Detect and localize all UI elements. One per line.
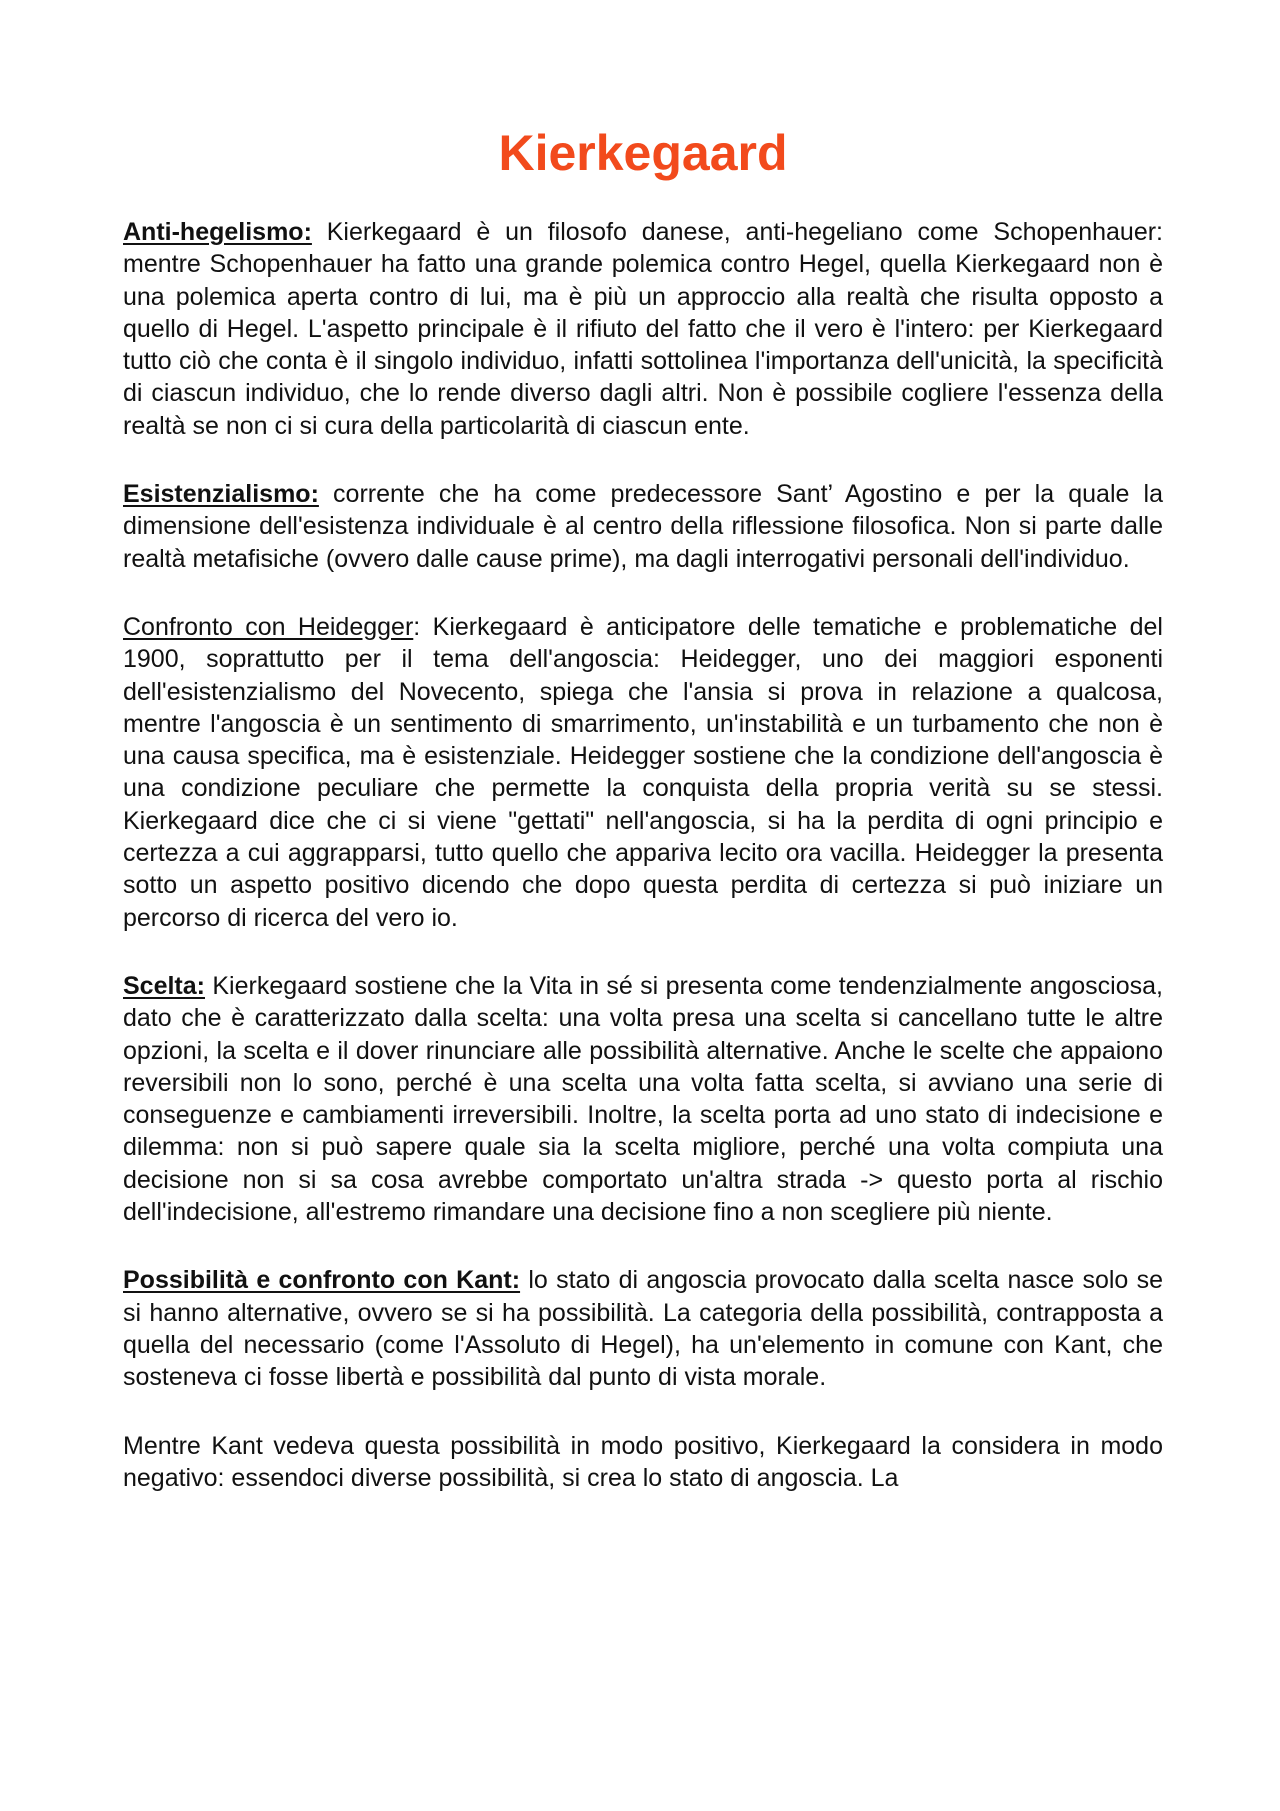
paragraph-possibilita-kant — [123, 1264, 1163, 1393]
section-heading: Scelta: — [123, 971, 205, 1000]
paragraph-text: Kierkegaard è un filosofo danese, anti-hegeliano come Schopenhauer: mentre Schopenhauer ha fatto una grande polemica contro Hegel, quella Kierkegaard non è una polemica aperta contro di lui, ma è più un approccio alla realtà che risulta opposto a quello di Hegel. L'aspetto principale è il rifiuto del fatto che il vero è l'intero: per Kierkegaard tutto ciò che conta è il singolo individuo, infatti sottolinea l'importanza dell'unicità, la specificità di ciascun individuo, che lo rende diverso dagli altri. Non è possibile cogliere l'essenza della realtà se non ci si cura della particolarità di ciascun ente. — [123, 218, 1163, 440]
section-heading: Esistenzialismo: — [123, 480, 319, 509]
paragraph-anti-hegelismo — [123, 216, 1163, 442]
section-heading: Confronto con Heidegger — [123, 612, 414, 641]
paragraph-text: Kierkegaard sostiene che la Vita in sé si presenta come tendenzialmente angosciosa, dato che è caratterizzato dalla scelta: una volta presa una scelta si cancellano tutte le altre opzioni, la scelta e il dover rinunciare alle possibilità alternative. Anche le scelte che appaiono reversibili non lo sono, perché è una scelta una volta fatta scelta, si avviano una serie di conseguenze e cambiamenti irreversibili. Inoltre, la scelta porta ad uno stato di indecisione e dilemma: non si può sapere quale sia la scelta migliore, perché una volta compiuta una decisione non si sa cosa avrebbe comportato un'altra strada -> questo porta al rischio dell'indecisione, all'estremo rimandare una decisione fino a non scegliere più niente. — [123, 971, 1163, 1227]
paragraph-text: : Kierkegaard è anticipatore delle tematiche e problematiche del 1900, soprattutto per il tema dell'angoscia: Heidegger, uno dei maggiori esponenti dell'esistenzialismo del Novecento, spiega che l'ansia si prova in relazione a qualcosa, mentre l'angoscia è un sentimento di smarrimento, un'instabilità e un turbamento che non è una causa specifica, ma è esistenziale. Heidegger sostiene che la condizione dell'angoscia è una condizione peculiare che permette la conquista della propria verità su se stessi. Kierkegaard dice che ci si viene "gettati" nell'angoscia, si ha la perdita di ogni principio e certezza a cui aggrapparsi, tutto quello che appariva lecito ora vacilla. Heidegger la presenta sotto un aspetto positivo dicendo che dopo questa perdita di certezza si può iniziare un percorso di ricerca del vero io. — [123, 612, 1163, 932]
page-title: Kierkegaard — [498, 125, 788, 181]
section-heading: Possibilità e confronto con Kant: — [123, 1266, 521, 1295]
paragraph-text: Mentre Kant vedeva questa possibilità in modo positivo, Kierkegaard la considera in modo negativo: essendoci diverse possibilità, si crea lo stato di angoscia. La — [123, 1431, 1163, 1492]
paragraph-text: corrente che ha come predecessore Sant’ Agostino e per la quale la dimensione dell'esistenza individuale è al centro della riflessione filosofica. Non si parte dalle realtà metafisiche (ovvero dalle cause prime), ma dagli interrogativi personali dell'individuo. — [123, 480, 1163, 573]
paragraph-kant-continued — [123, 1430, 1163, 1495]
section-heading: Anti-hegelismo: — [123, 218, 312, 246]
document-page — [123, 118, 1163, 1530]
paragraph-confronto-heidegger — [123, 611, 1163, 934]
paragraph-scelta — [123, 970, 1163, 1228]
paragraph-text: lo stato di angoscia provocato dalla scelta nasce solo se si hanno alternative, ovvero se si ha possibilità. La categoria della possibilità, contrapposta a quella del necessario (come l'Assoluto di Hegel), ha un'elemento in comune con Kant, che sosteneva ci fosse libertà e possibilità dal punto di vista morale. — [123, 1266, 1164, 1392]
paragraph-esistenzialismo — [123, 478, 1163, 575]
